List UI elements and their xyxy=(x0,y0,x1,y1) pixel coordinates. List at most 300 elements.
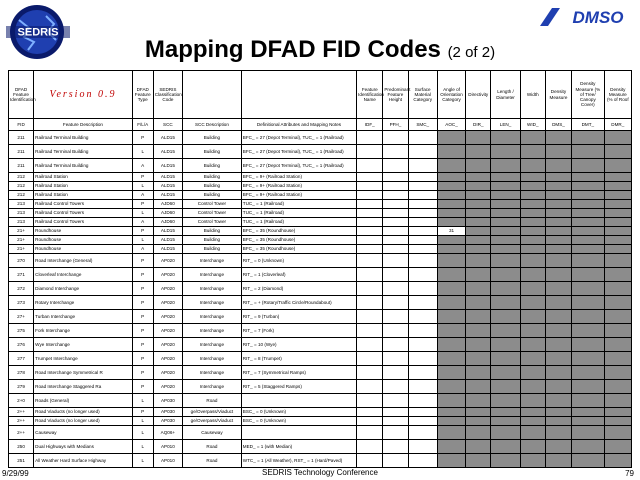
table-row xyxy=(9,310,632,324)
attribute-cell xyxy=(572,408,605,417)
attribute-cell xyxy=(545,209,571,218)
cell-notes: RIT_ = 8 (Trumpet) xyxy=(241,352,356,366)
cell-fid: 276 xyxy=(9,338,34,352)
attribute-cell xyxy=(520,366,545,380)
table-row xyxy=(9,218,632,227)
attribute-cell xyxy=(491,268,520,282)
attribute-cell xyxy=(604,173,631,182)
attribute-cell xyxy=(572,394,605,408)
attribute-cell xyxy=(604,145,631,159)
attribute-cell xyxy=(383,366,408,380)
attribute-cell xyxy=(491,394,520,408)
cell-fla: P xyxy=(132,380,153,394)
cell-notes: BFC_ = 27 (Depot Terminal), TUC_ = 1 (Railroad) xyxy=(241,159,356,173)
attribute-cell xyxy=(520,236,545,245)
attribute-cell xyxy=(408,394,437,408)
attribute-cell xyxy=(572,182,605,191)
slide-title xyxy=(0,36,640,64)
cell-scc: AP020 xyxy=(153,324,182,338)
cell-desc: Dual Highways with Medians xyxy=(34,440,133,454)
attribute-cell xyxy=(572,352,605,366)
attribute-cell xyxy=(466,254,491,268)
attribute-cell xyxy=(520,408,545,417)
cell-fid: 2++ xyxy=(9,417,34,426)
code-header-cell: SMC_ xyxy=(408,119,437,131)
cell-desc: Turban Interchange xyxy=(34,310,133,324)
code-header-cell: DMR_ xyxy=(604,119,631,131)
cell-desc: Railroad Terminal Building xyxy=(34,131,133,145)
attribute-cell xyxy=(383,245,408,254)
code-header-cell: FID xyxy=(9,119,34,131)
cell-fid: 213 xyxy=(9,209,34,218)
header-density-measure: Density Measure xyxy=(545,71,571,119)
attribute-cell xyxy=(545,159,571,173)
attribute-cell xyxy=(466,236,491,245)
cell-scc: AP010 xyxy=(153,440,182,454)
attribute-cell xyxy=(572,218,605,227)
attribute-cell xyxy=(572,380,605,394)
attribute-cell xyxy=(357,454,383,468)
attribute-cell xyxy=(545,394,571,408)
attribute-cell xyxy=(604,191,631,200)
attribute-cell xyxy=(604,218,631,227)
attribute-cell xyxy=(572,173,605,182)
attribute-cell xyxy=(572,366,605,380)
attribute-cell xyxy=(604,182,631,191)
attribute-cell xyxy=(357,408,383,417)
attribute-cell xyxy=(520,254,545,268)
attribute-cell xyxy=(604,440,631,454)
attribute-cell xyxy=(437,366,465,380)
cell-fid: 2+0 xyxy=(9,394,34,408)
attribute-cell xyxy=(408,338,437,352)
attribute-cell xyxy=(357,380,383,394)
attribute-cell xyxy=(466,426,491,440)
attribute-cell xyxy=(383,159,408,173)
cell-fid: 270 xyxy=(9,254,34,268)
header-density-measure-tree: Density Measure (% of Tree/ Canopy Cover) xyxy=(572,71,605,119)
attribute-cell xyxy=(545,338,571,352)
cell-notes: RIT_ = 9 (Turban) xyxy=(241,310,356,324)
attribute-cell xyxy=(408,268,437,282)
attribute-cell xyxy=(520,268,545,282)
attribute-cell xyxy=(572,440,605,454)
code-header-cell: PFH_ xyxy=(383,119,408,131)
attribute-cell xyxy=(545,245,571,254)
attribute-cell xyxy=(572,338,605,352)
cell-fid: 251 xyxy=(9,454,34,468)
attribute-cell xyxy=(604,454,631,468)
attribute-cell xyxy=(520,440,545,454)
code-header-cell: IDF_ xyxy=(357,119,383,131)
cell-desc: Railroad Control Towers xyxy=(34,218,133,227)
attribute-cell xyxy=(408,352,437,366)
attribute-cell xyxy=(520,200,545,209)
attribute-cell xyxy=(383,282,408,296)
attribute-cell xyxy=(604,131,631,145)
attribute-cell xyxy=(491,209,520,218)
cell-sccd: Road xyxy=(183,394,242,408)
header-directivity: Directivity xyxy=(466,71,491,119)
cell-notes: WTC_ = 1 (All Weather), RST_ = 1 (Hard/Paved) xyxy=(241,454,356,468)
attribute-cell xyxy=(572,426,605,440)
cell-fid: 275 xyxy=(9,324,34,338)
attribute-cell xyxy=(491,131,520,145)
attribute-cell xyxy=(520,394,545,408)
attribute-cell xyxy=(408,209,437,218)
attribute-cell xyxy=(437,209,465,218)
cell-fla: P xyxy=(132,296,153,310)
attribute-cell xyxy=(357,209,383,218)
cell-notes: BFC_ = 27 (Depot Terminal), TUC_ = 1 (Railroad) xyxy=(241,131,356,145)
code-header-cell: F/L/A xyxy=(132,119,153,131)
attribute-cell xyxy=(572,310,605,324)
cell-sccd: Building xyxy=(183,236,242,245)
cell-fid: 211 xyxy=(9,145,34,159)
code-header-cell: DMS_ xyxy=(545,119,571,131)
cell-scc: AP020 xyxy=(153,282,182,296)
attribute-cell xyxy=(491,227,520,236)
attribute-cell xyxy=(408,191,437,200)
cell-fid: 2++ xyxy=(9,408,34,417)
attribute-cell xyxy=(408,380,437,394)
attribute-cell xyxy=(545,324,571,338)
attribute-cell xyxy=(466,394,491,408)
cell-scc: AP020 xyxy=(153,380,182,394)
attribute-cell xyxy=(408,173,437,182)
cell-fid: 21+ xyxy=(9,236,34,245)
attribute-cell xyxy=(520,159,545,173)
attribute-cell xyxy=(437,426,465,440)
attribute-cell xyxy=(572,454,605,468)
attribute-cell xyxy=(491,159,520,173)
cell-fla: A xyxy=(132,159,153,173)
cell-scc: AP020 xyxy=(153,296,182,310)
attribute-cell xyxy=(491,182,520,191)
attribute-cell xyxy=(437,408,465,417)
attribute-cell xyxy=(491,296,520,310)
attribute-cell xyxy=(357,282,383,296)
cell-fla: L xyxy=(132,426,153,440)
cell-scc: AP030 xyxy=(153,408,182,417)
attribute-cell xyxy=(383,227,408,236)
cell-desc: Roundhouse xyxy=(34,245,133,254)
attribute-cell xyxy=(545,182,571,191)
table-row xyxy=(9,131,632,145)
cell-fla: L xyxy=(132,394,153,408)
cell-fid: 272 xyxy=(9,282,34,296)
cell-fid: 213 xyxy=(9,218,34,227)
attribute-cell xyxy=(572,200,605,209)
attribute-cell xyxy=(604,310,631,324)
attribute-cell xyxy=(437,191,465,200)
cell-fla: P xyxy=(132,173,153,182)
cell-fid: 278 xyxy=(9,366,34,380)
attribute-cell xyxy=(437,173,465,182)
attribute-cell xyxy=(520,191,545,200)
cell-fid: 211 xyxy=(9,131,34,145)
code-header-cell: Feature Description xyxy=(34,119,133,131)
cell-sccd: Building xyxy=(183,227,242,236)
cell-notes: BFC_ = 35 (Roundhouse) xyxy=(241,236,356,245)
attribute-cell xyxy=(491,245,520,254)
cell-desc: Roundhouse xyxy=(34,236,133,245)
attribute-cell xyxy=(545,268,571,282)
attribute-cell xyxy=(437,200,465,209)
attribute-cell xyxy=(604,394,631,408)
attribute-cell xyxy=(604,209,631,218)
cell-fid: 212 xyxy=(9,182,34,191)
table-row xyxy=(9,191,632,200)
attribute-cell xyxy=(357,366,383,380)
attribute-cell xyxy=(408,426,437,440)
table-row xyxy=(9,454,632,468)
attribute-cell xyxy=(383,268,408,282)
attribute-cell xyxy=(572,236,605,245)
attribute-cell xyxy=(572,131,605,145)
attribute-cell xyxy=(383,352,408,366)
attribute-cell xyxy=(383,145,408,159)
attribute-cell xyxy=(437,324,465,338)
table-row xyxy=(9,173,632,182)
attribute-cell xyxy=(466,173,491,182)
attribute-cell xyxy=(408,145,437,159)
footer-page-number: 79 xyxy=(625,469,634,478)
cell-desc: Road Viaducts (no longer used) xyxy=(34,417,133,426)
cell-sccd: Interchange xyxy=(183,254,242,268)
cell-sccd: Building xyxy=(183,131,242,145)
attribute-cell xyxy=(437,394,465,408)
attribute-cell xyxy=(408,282,437,296)
cell-notes: RIT_ = + (Rotary/Traffic Circle/Roundabout) xyxy=(241,296,356,310)
attribute-cell xyxy=(357,173,383,182)
cell-scc: AP020 xyxy=(153,366,182,380)
attribute-cell xyxy=(545,296,571,310)
cell-scc: AP030 xyxy=(153,394,182,408)
cell-sccd: Interchange xyxy=(183,324,242,338)
cell-fid: 271 xyxy=(9,268,34,282)
attribute-cell xyxy=(408,200,437,209)
attribute-cell xyxy=(357,440,383,454)
attribute-cell xyxy=(545,173,571,182)
attribute-cell xyxy=(604,282,631,296)
attribute-cell xyxy=(572,245,605,254)
attribute-cell xyxy=(466,218,491,227)
attribute-cell xyxy=(491,145,520,159)
cell-scc: ALD15 xyxy=(153,245,182,254)
attribute-cell xyxy=(491,254,520,268)
attribute-cell xyxy=(545,408,571,417)
attribute-cell xyxy=(491,282,520,296)
table-row xyxy=(9,268,632,282)
attribute-cell xyxy=(357,268,383,282)
attribute-cell xyxy=(604,426,631,440)
attribute-cell xyxy=(437,159,465,173)
cell-notes: RIT_ = 5 (Staggered Ramps) xyxy=(241,380,356,394)
attribute-cell xyxy=(572,417,605,426)
cell-desc: Road Interchange (General) xyxy=(34,254,133,268)
attribute-cell xyxy=(437,454,465,468)
table-row xyxy=(9,282,632,296)
attribute-cell: 31 xyxy=(437,227,465,236)
attribute-cell xyxy=(437,268,465,282)
attribute-cell xyxy=(466,338,491,352)
attribute-cell xyxy=(545,454,571,468)
attribute-cell xyxy=(491,454,520,468)
attribute-cell xyxy=(572,282,605,296)
header-density-measure-roof: Density Measure (% of Roof xyxy=(604,71,631,119)
attribute-cell xyxy=(520,182,545,191)
attribute-cell xyxy=(466,268,491,282)
cell-fla: L xyxy=(132,236,153,245)
header-sedris-class: SEDRIS Classification Code xyxy=(153,71,182,119)
attribute-cell xyxy=(491,200,520,209)
attribute-cell xyxy=(491,236,520,245)
attribute-cell xyxy=(383,408,408,417)
attribute-cell xyxy=(545,426,571,440)
attribute-cell xyxy=(383,200,408,209)
cell-fid: 273 xyxy=(9,296,34,310)
attribute-cell xyxy=(520,310,545,324)
attribute-cell xyxy=(545,380,571,394)
attribute-cell xyxy=(383,338,408,352)
attribute-cell xyxy=(383,254,408,268)
table-row xyxy=(9,182,632,191)
attribute-cell xyxy=(383,324,408,338)
attribute-cell xyxy=(408,182,437,191)
cell-sccd: Building xyxy=(183,145,242,159)
attribute-cell xyxy=(572,159,605,173)
cell-fla: P xyxy=(132,352,153,366)
attribute-cell xyxy=(383,440,408,454)
attribute-cell xyxy=(437,245,465,254)
cell-desc: Railroad Terminal Building xyxy=(34,159,133,173)
attribute-cell xyxy=(520,352,545,366)
attribute-cell xyxy=(437,182,465,191)
cell-sccd: Building xyxy=(183,159,242,173)
cell-scc: ALD15 xyxy=(153,191,182,200)
cell-sccd: Control Tower xyxy=(183,218,242,227)
cell-sccd: Interchange xyxy=(183,352,242,366)
attribute-cell xyxy=(383,131,408,145)
cell-fid: 21+ xyxy=(9,227,34,236)
attribute-cell xyxy=(545,218,571,227)
cell-scc: ALD15 xyxy=(153,227,182,236)
attribute-cell xyxy=(520,145,545,159)
cell-desc: Railroad Station xyxy=(34,182,133,191)
code-header-cell: DMT_ xyxy=(572,119,605,131)
cell-desc: Railroad Terminal Building xyxy=(34,145,133,159)
table-row xyxy=(9,380,632,394)
attribute-cell xyxy=(437,282,465,296)
attribute-cell xyxy=(572,145,605,159)
table-row xyxy=(9,338,632,352)
cell-sccd: Interchange xyxy=(183,366,242,380)
attribute-cell xyxy=(491,173,520,182)
cell-fid: 250 xyxy=(9,440,34,454)
code-header-cell: Definitional Attributes and Mapping Notes xyxy=(241,119,356,131)
table-row xyxy=(9,254,632,268)
table-row xyxy=(9,209,632,218)
title-main: Mapping DFAD FID Codes xyxy=(144,36,441,63)
attribute-cell xyxy=(466,145,491,159)
cell-notes xyxy=(241,426,356,440)
attribute-cell xyxy=(545,310,571,324)
attribute-cell xyxy=(520,380,545,394)
cell-scc: ALD15 xyxy=(153,182,182,191)
attribute-cell xyxy=(520,282,545,296)
cell-scc: AP010 xyxy=(153,454,182,468)
cell-notes: BFC_ = 9+ (Railroad Station) xyxy=(241,191,356,200)
table-row xyxy=(9,417,632,426)
table-header-codes xyxy=(9,119,632,131)
attribute-cell xyxy=(466,352,491,366)
attribute-cell xyxy=(466,159,491,173)
attribute-cell xyxy=(491,417,520,426)
attribute-cell xyxy=(520,227,545,236)
cell-scc: AP020 xyxy=(153,254,182,268)
attribute-cell xyxy=(545,254,571,268)
attribute-cell xyxy=(545,417,571,426)
attribute-cell xyxy=(520,245,545,254)
attribute-cell xyxy=(357,182,383,191)
attribute-cell xyxy=(357,145,383,159)
attribute-cell xyxy=(466,200,491,209)
footer-date: 9/29/99 xyxy=(2,469,29,478)
attribute-cell xyxy=(357,324,383,338)
cell-fla: A xyxy=(132,191,153,200)
header-length: Length / Diameter xyxy=(491,71,520,119)
attribute-cell xyxy=(357,227,383,236)
cell-desc: Railroad Control Towers xyxy=(34,200,133,209)
attribute-cell xyxy=(520,417,545,426)
attribute-cell xyxy=(383,296,408,310)
attribute-cell xyxy=(466,182,491,191)
code-header-cell: DIR_ xyxy=(466,119,491,131)
cell-desc: Trumpet Interchange xyxy=(34,352,133,366)
cell-sccd: Control Tower xyxy=(183,209,242,218)
cell-scc: AP020 xyxy=(153,352,182,366)
table-row xyxy=(9,200,632,209)
svg-text:DMSO: DMSO xyxy=(572,8,624,27)
cell-scc: AP020 xyxy=(153,338,182,352)
attribute-cell xyxy=(383,310,408,324)
attribute-cell xyxy=(466,380,491,394)
table-row xyxy=(9,236,632,245)
attribute-cell xyxy=(408,408,437,417)
header-angle-orientation: Angle of Orientation Category xyxy=(437,71,465,119)
cell-notes: BFC_ = 9+ (Railroad Station) xyxy=(241,182,356,191)
table-row xyxy=(9,227,632,236)
attribute-cell xyxy=(604,338,631,352)
cell-desc: Road Viaducts (no longer used) xyxy=(34,408,133,417)
code-header-cell: SCC xyxy=(153,119,182,131)
attribute-cell xyxy=(520,131,545,145)
header-predominant-height: Predominant Feature Height xyxy=(383,71,408,119)
cell-fid: 21+ xyxy=(9,245,34,254)
attribute-cell xyxy=(408,159,437,173)
cell-scc: AP030 xyxy=(153,417,182,426)
attribute-cell xyxy=(572,209,605,218)
attribute-cell xyxy=(357,236,383,245)
header-surface-material: Surface Material Category xyxy=(408,71,437,119)
cell-desc: Roundhouse xyxy=(34,227,133,236)
attribute-cell xyxy=(357,245,383,254)
attribute-cell xyxy=(604,380,631,394)
attribute-cell xyxy=(491,426,520,440)
cell-fla: P xyxy=(132,366,153,380)
cell-fla: L xyxy=(132,440,153,454)
